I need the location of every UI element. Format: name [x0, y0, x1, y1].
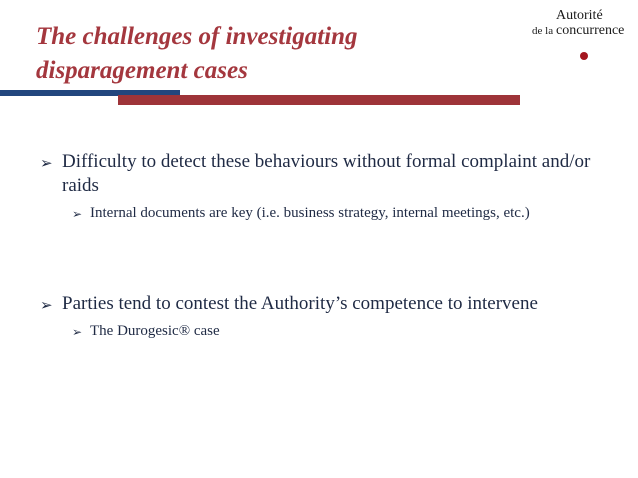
sub-bullet-durogesic-case [72, 321, 610, 342]
slide-content [40, 150, 610, 342]
sub-bullet-text: The Durogesic® case [90, 323, 220, 339]
autorite-logo [532, 6, 632, 62]
arrow-bullet-icon: ➢ [40, 296, 53, 314]
bullet-detection-difficulty [40, 150, 610, 198]
slide-title-line-2: disparagement cases [36, 57, 248, 84]
sub-bullet-internal-documents [72, 203, 610, 224]
sub-bullet-text: Internal documents are key (i.e. business strategy, internal meetings, etc.) [90, 205, 530, 221]
bullet-spacer [40, 224, 610, 292]
bullet-text: Difficulty to detect these behaviours without formal complaint and/or raids [62, 151, 591, 196]
bullet-contest-competence [40, 292, 610, 316]
arrow-bullet-icon: ➢ [72, 207, 83, 221]
bullet-text: Parties tend to contest the Authority’s competence to intervene [62, 293, 538, 314]
slide-title [36, 20, 476, 88]
arrow-bullet-icon: ➢ [40, 154, 53, 172]
logo-word-de-la: de la [532, 25, 554, 37]
logo-word-concurrence: concurrence [556, 23, 625, 38]
logo-dot [580, 52, 588, 60]
logo-word-autorite: Autorité [556, 8, 603, 23]
slide-title-line-1: The challenges of investigating [36, 23, 358, 50]
arrow-bullet-icon: ➢ [72, 325, 83, 339]
title-rule-red [118, 95, 520, 105]
